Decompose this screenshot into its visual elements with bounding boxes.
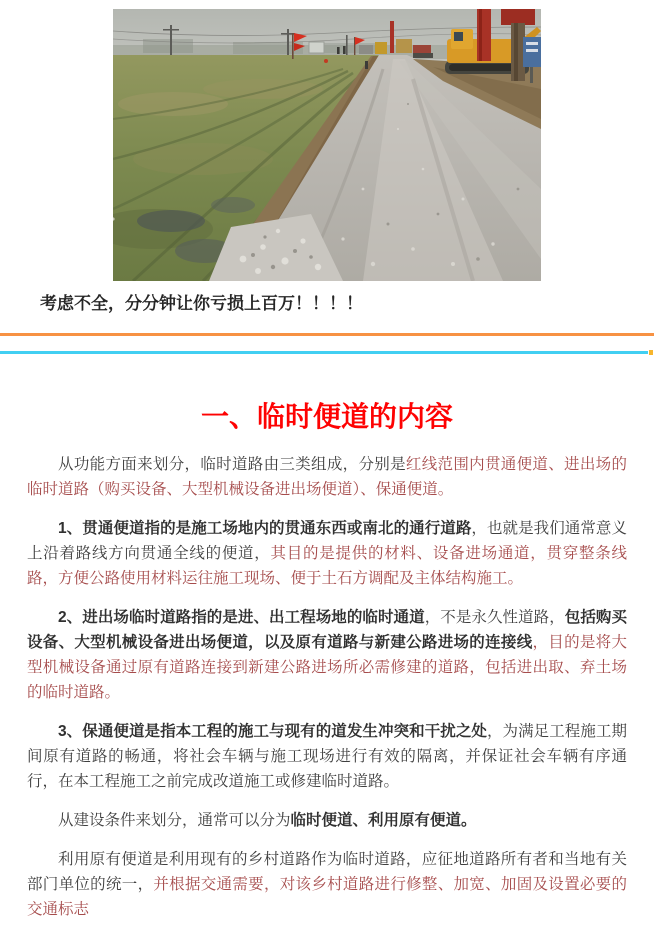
construction-photo-graphic: [113, 9, 541, 281]
text-segment-bold: 2、进出场临时道路指的是进、出工程场地的临时通道: [58, 609, 425, 626]
text-segment-red: 并根据交通需要，对该乡村道路进行修整、加宽、加固及设置必要的交通标志: [27, 876, 627, 918]
text-segment-normal: 从建设条件来划分，通常可以分为: [58, 812, 291, 829]
text-segment-bold: 临时便道、利用原有便道。: [290, 812, 477, 829]
article-body: [27, 452, 627, 922]
divider-end-dot: [649, 350, 653, 355]
text-segment-normal: ，不是永久性道路，: [424, 609, 565, 626]
text-segment-bold: 3、保通便道是指本工程的施工与现有的道发生冲突和干扰之处: [58, 723, 487, 740]
text-segment-bold: 1、贯通便道指的是施工场地内的贯通东西或南北的通行道路: [58, 520, 472, 537]
paragraph: [27, 719, 627, 794]
text-segment-normal: 从功能方面来划分，临时道路由三类组成，分别是: [58, 456, 406, 473]
text-segment-normal: 利用原有便道是利用现有的乡村道路作为临时道路，应征地道路所有者和当地有关部门单位的统一，: [27, 851, 627, 893]
divider-cyan: [0, 351, 648, 354]
section-title: 一、临时便道的内容: [200, 401, 453, 432]
text-segment-normal: ，为满足工程施工期间原有道路的畅通，将社会车辆与施工现场进行有效的隔离，并保证社会车辆有序通行，在本工程施工之前完成改道施工或修建临时道路。: [27, 723, 627, 790]
paragraph: [27, 452, 627, 502]
paragraph: [27, 808, 627, 833]
paragraph: [27, 847, 627, 922]
paragraph: [27, 516, 627, 591]
construction-site-photo: [113, 9, 541, 281]
article-page: [0, 9, 654, 928]
text-segment-bold: 包括购买设备、大型机械设备进出场便道，以及原有道路与新建公路进场的连接线: [27, 609, 627, 651]
text-segment-red: 其目的是提供的材料、设备进场通道，贯穿整条线路，方便公路使用材料运往施工现场、便于土石方调配及主体结构施工。: [27, 545, 627, 587]
text-segment-red: ，目的是将大型机械设备通过原有道路连接到新建公路进场所必需修建的道路，包括进出取、弃土场的临时道路。: [27, 634, 627, 701]
text-segment-normal: ，也就是我们通常意义上沿着路线方向贯通全线的便道，: [27, 520, 627, 562]
divider-orange: [0, 333, 654, 336]
headline: 考虑不全，分分钟让你亏损上百万！！！！: [40, 294, 363, 313]
text-segment-red: 红线范围内贯通便道、进出场的临时道路（购买设备、大型机械设备进出场便道）、保通便道。: [27, 456, 627, 498]
paragraph: [27, 605, 627, 705]
